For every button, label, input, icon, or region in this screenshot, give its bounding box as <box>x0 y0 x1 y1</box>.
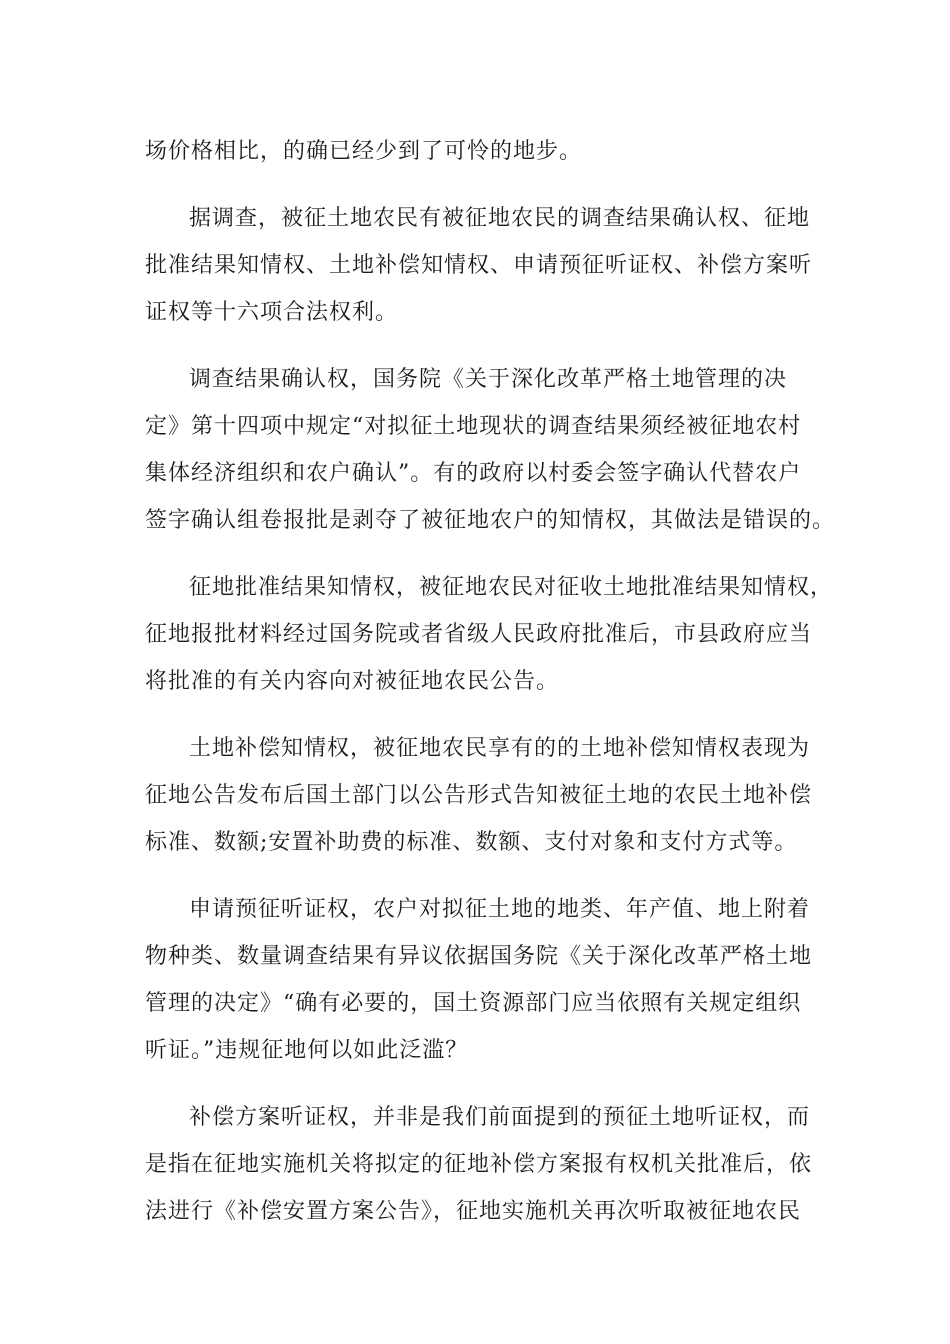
paragraph-gap <box>145 705 805 725</box>
text-line: 证权等十六项合法权利。 <box>145 300 399 325</box>
text-line: 补偿方案听证权，并非是我们前面提到的预征土地听证权，而 <box>189 1105 811 1130</box>
text-line: 管理的决定》“确有必要的，国土资源部门应当依照有关规定组织 <box>145 991 802 1016</box>
text-line: 场价格相比，的确已经少到了可怜的地步。 <box>145 139 583 164</box>
text-line: 征地批准结果知情权，被征地农民对征收土地批准结果知情权， <box>189 575 834 600</box>
document-body <box>145 128 836 1235</box>
paragraph <box>145 886 813 1074</box>
paragraph <box>145 564 834 705</box>
paragraph <box>145 356 836 544</box>
paragraph <box>145 1094 813 1235</box>
paragraph-gap <box>145 866 805 886</box>
text-line: 征地报批材料经过国务院或者省级人民政府批准后，市县政府应当 <box>145 622 813 647</box>
paragraph <box>145 195 813 336</box>
paragraph <box>145 128 805 175</box>
text-line: 据调查，被征土地农民有被征地农民的调查结果确认权、征地 <box>189 206 811 231</box>
text-line: 法进行《补偿安置方案公告》，征地实施机关再次听取被征地农民 <box>145 1199 802 1224</box>
text-line: 标准、数额;安置补助费的标准、数额、支付对象和支付方式等。 <box>145 830 798 855</box>
text-line: 签字确认组卷报批是剥夺了被征地农户的知情权，其做法是错误的。 <box>145 508 836 533</box>
text-line: 批准结果知情权、土地补偿知情权、申请预征听证权、补偿方案听 <box>145 253 813 278</box>
paragraph-gap <box>145 544 805 564</box>
text-line: 调查结果确认权，国务院《关于深化改革严格土地管理的决 <box>189 367 788 392</box>
paragraph <box>145 725 813 866</box>
paragraph-gap <box>145 336 805 356</box>
text-line: 征地公告发布后国土部门以公告形式告知被征土地的农民土地补偿 <box>145 783 813 808</box>
text-line: 定》第十四项中规定“对拟征土地现状的调查结果须经被征地农村 <box>145 414 802 439</box>
text-line: 听证。”违规征地何以如此泛滥？ <box>145 1038 469 1063</box>
text-line: 将批准的有关内容向对被征地农民公告。 <box>145 669 560 694</box>
paragraph-gap <box>145 1074 805 1094</box>
paragraph-gap <box>145 175 805 195</box>
text-line: 土地补偿知情权，被征地农民享有的的土地补偿知情权表现为 <box>189 736 811 761</box>
text-line: 是指在征地实施机关将拟定的征地补偿方案报有权机关批准后，依 <box>145 1152 813 1177</box>
text-line: 物种类、数量调查结果有异议依据国务院《关于深化改革严格土地 <box>145 944 813 969</box>
text-line: 集体经济组织和农户确认”。有的政府以村委会签字确认代替农户 <box>145 461 802 486</box>
text-line: 申请预征听证权，农户对拟征土地的地类、年产值、地上附着 <box>189 897 811 922</box>
